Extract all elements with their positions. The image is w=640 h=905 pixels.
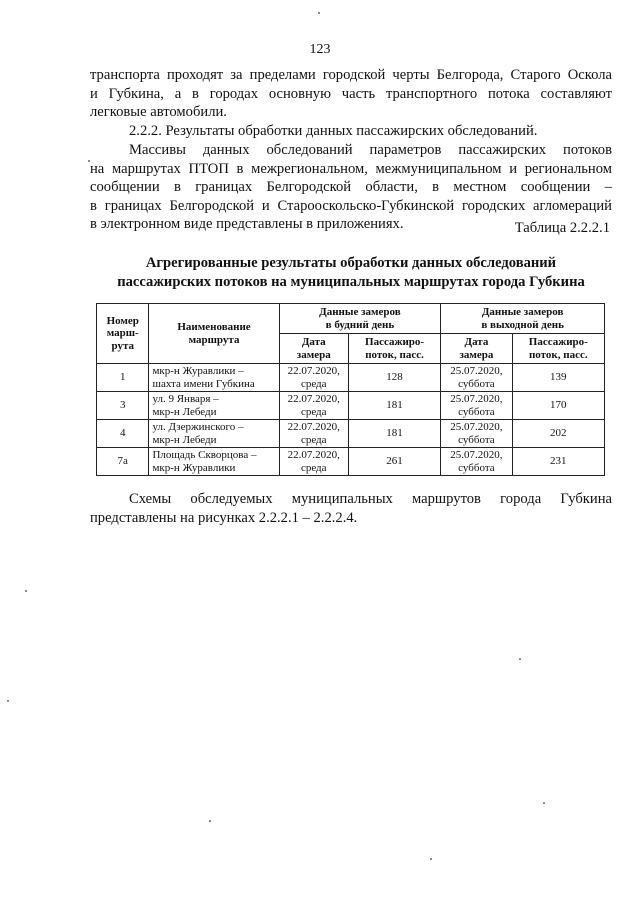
cell-text: 25.07.2020, [450, 365, 503, 377]
header-text: Пассажиро- [365, 336, 425, 348]
header-text: Данные замеров [319, 306, 401, 318]
paragraph-line: легковые автомобили. [90, 104, 227, 121]
cell-weekend-flow: 170 [512, 392, 604, 420]
passenger-flow-table [96, 303, 605, 476]
scan-speck [430, 858, 432, 860]
cell-weekday-date [279, 420, 348, 448]
cell-route-name [149, 420, 279, 448]
header-weekday-flow [348, 334, 440, 364]
header-text: поток, пасс. [365, 348, 424, 361]
cell-weekday-flow: 128 [348, 364, 440, 392]
section-heading [90, 122, 612, 141]
cell-weekend-date [441, 420, 512, 448]
cell-weekday-flow: 181 [348, 392, 440, 420]
cell-weekend-flow: 139 [512, 364, 604, 392]
cell-route-number: 3 [97, 392, 149, 420]
scan-speck [543, 802, 545, 804]
cell-weekday-date [279, 448, 348, 476]
scan-speck [7, 700, 9, 702]
header-weekday-group [279, 304, 441, 334]
cell-text: 22.07.2020, [287, 365, 340, 377]
cell-text: шахта имени Губкина [152, 377, 255, 390]
cell-weekend-date [441, 448, 512, 476]
cell-route-number: 1 [97, 364, 149, 392]
table-title-line: Агрегированные результаты обработки данных обследований [145, 255, 557, 271]
paragraph-line: в электронном виде представлены в приложениях. [90, 216, 404, 233]
paragraph-schemes [90, 490, 612, 527]
header-text: маршрута [188, 333, 240, 346]
paragraph-line: на маршрутах ПТОП в межрегиональном, межмуниципальном и региональном [90, 160, 612, 177]
paragraph-line: транспорта проходят за пределами городской черты Белгорода, Старого Оскола [90, 67, 612, 83]
cell-text: мкр-н Журавлики [152, 461, 236, 474]
paragraph-line: представлены на рисунках 2.2.2.1 – 2.2.2.4. [90, 509, 358, 526]
scan-speck [25, 590, 27, 592]
cell-route-name [149, 392, 279, 420]
table-row [97, 420, 605, 448]
table-caption: Таблица 2.2.2.1 [514, 220, 610, 236]
scan-speck [519, 658, 521, 660]
header-text: замера [296, 348, 331, 361]
cell-weekday-date [279, 392, 348, 420]
cell-weekend-flow: 202 [512, 420, 604, 448]
paragraph-line: Схемы обследуемых муниципальных маршрутов города Губкина [129, 491, 612, 507]
cell-text: 22.07.2020, [287, 449, 340, 461]
table-title [90, 254, 612, 291]
cell-text: 22.07.2020, [287, 421, 340, 433]
cell-text: Площадь Скворцова – [152, 449, 257, 461]
header-weekday-date [279, 334, 348, 364]
paragraph-line: сообщении в границах Белгородской области, в местном сообщении – [90, 179, 612, 196]
cell-text: суббота [458, 433, 495, 446]
cell-route-name [149, 448, 279, 476]
table-row [97, 364, 605, 392]
header-weekend-flow [512, 334, 604, 364]
cell-weekday-date [279, 364, 348, 392]
header-weekend-group [441, 304, 605, 334]
cell-weekday-flow: 181 [348, 420, 440, 448]
cell-text: мкр-н Журавлики – [152, 365, 244, 377]
cell-text: среда [300, 461, 327, 474]
header-text: рута [111, 339, 134, 352]
cell-weekend-date [441, 364, 512, 392]
header-text: поток, пасс. [528, 348, 588, 361]
cell-text: 22.07.2020, [287, 393, 340, 405]
header-text: Наименование [177, 321, 251, 333]
cell-route-number: 7а [97, 448, 149, 476]
cell-text: ул. Дзержинского – [152, 421, 244, 433]
paragraph-intro [90, 66, 612, 122]
header-text: в будний день [325, 318, 395, 331]
table-row [97, 448, 605, 476]
cell-route-number: 4 [97, 420, 149, 448]
cell-weekend-flow: 231 [512, 448, 604, 476]
cell-text: среда [300, 377, 327, 390]
header-text: Дата [301, 336, 326, 348]
cell-text: мкр-н Лебеди [152, 433, 217, 446]
cell-text: 25.07.2020, [450, 393, 503, 405]
header-route-number [97, 304, 149, 364]
cell-route-name [149, 364, 279, 392]
cell-text: суббота [458, 405, 495, 418]
scan-speck [318, 12, 320, 14]
header-text: Пассажиро- [528, 336, 588, 348]
header-weekend-date [441, 334, 512, 364]
scan-speck [209, 820, 211, 822]
section-heading-text: 2.2.2. Результаты обработки данных пассажирских обследований. [129, 123, 538, 139]
table-row [97, 392, 605, 420]
cell-text: среда [300, 433, 327, 446]
cell-text: суббота [458, 461, 495, 474]
header-text: Номер [106, 314, 139, 327]
paragraph-line: в границах Белгородской и Старооскольско-Губкинской городских агломераций [90, 197, 612, 214]
cell-text: мкр-н Лебеди [152, 405, 217, 418]
header-text: Данные замеров [481, 306, 564, 318]
page-number: 123 [309, 42, 331, 57]
paragraph-line: и Губкина, а в городах основную часть транспортного потока составляют [90, 85, 612, 102]
scan-speck [88, 160, 90, 162]
header-text: в выходной день [481, 318, 564, 331]
header-text: замера [459, 348, 494, 361]
paragraph-line: Массивы данных обследований параметров пассажирских потоков [129, 142, 612, 158]
cell-text: суббота [458, 377, 495, 390]
table-header-row [97, 304, 605, 334]
cell-text: 25.07.2020, [450, 449, 503, 461]
header-text: Дата [464, 336, 489, 348]
header-route-name [149, 304, 279, 364]
cell-weekend-date [441, 392, 512, 420]
header-text: марш- [106, 327, 139, 340]
cell-text: 25.07.2020, [450, 421, 503, 433]
cell-weekday-flow: 261 [348, 448, 440, 476]
cell-text: среда [300, 405, 327, 418]
cell-text: ул. 9 Января – [152, 393, 219, 405]
table-title-line: пассажирских потоков на муниципальных маршрутах города Губкина [117, 273, 585, 290]
